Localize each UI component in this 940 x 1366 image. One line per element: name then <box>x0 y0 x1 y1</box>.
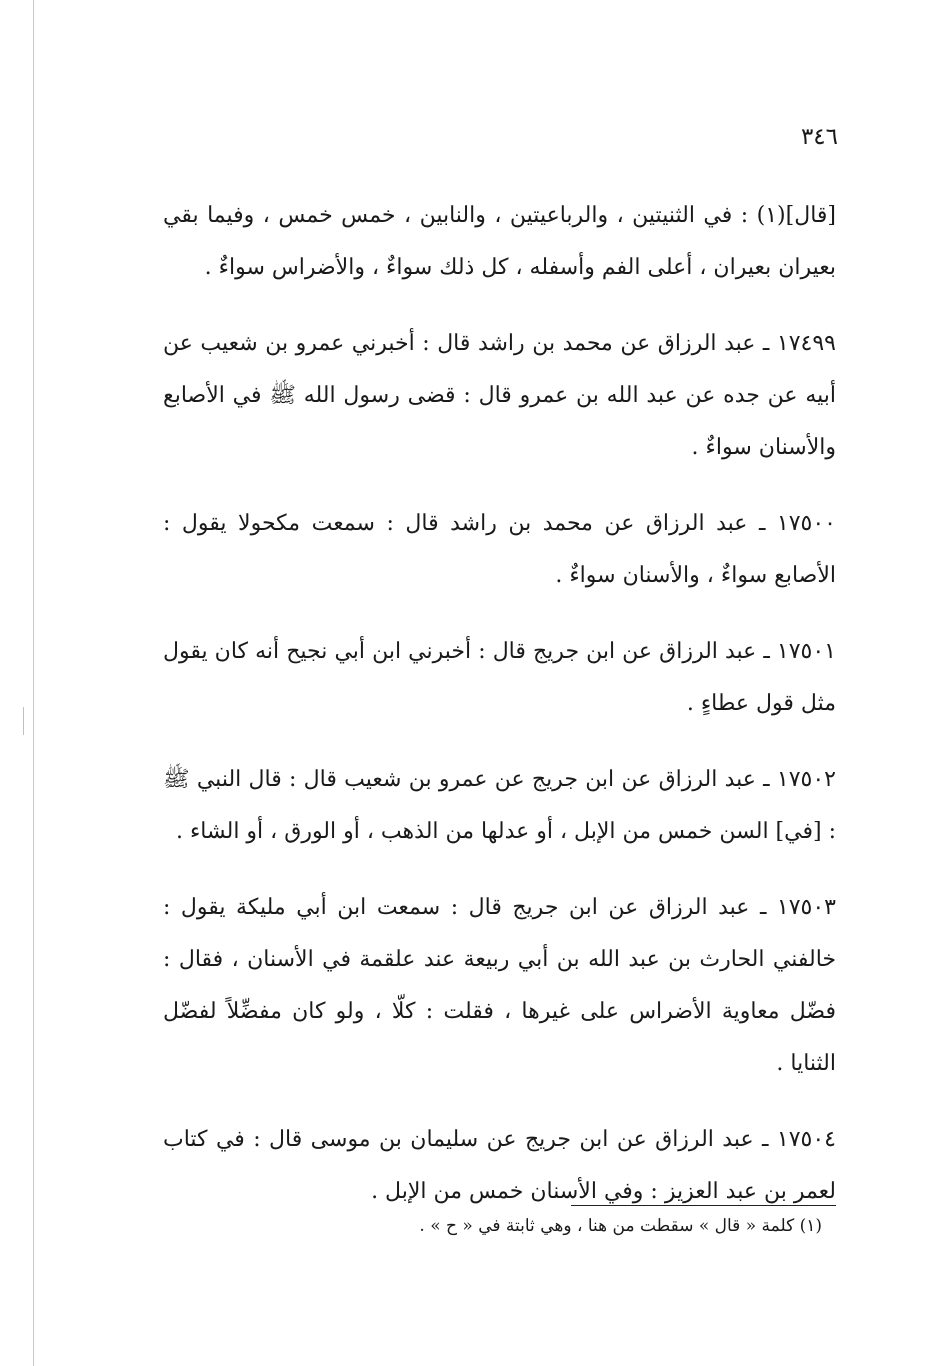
hadith-17500: ١٧٥٠٠ ـ عبد الرزاق عن محمد بن راشد قال : سمعت مكحولا يقول : الأصابع سواءٌ ، والأسنان سواءٌ . <box>163 511 836 588</box>
hadith-17499: ١٧٤٩٩ ـ عبد الرزاق عن محمد بن راشد قال : أخبرني عمرو بن شعيب عن أبيه عن جده عن عبد الله بن عمرو قال : قضى رسول الله ﷺ في الأصابع والأسنان سواءٌ . <box>163 331 836 460</box>
main-text <box>163 190 836 1242</box>
hadith-17501: ١٧٥٠١ ـ عبد الرزاق عن ابن جريج قال : أخبرني ابن أبي نجيح أنه كان يقول مثل قول عطاءٍ . <box>163 639 836 716</box>
page-edge-line <box>33 0 34 1366</box>
margin-mark <box>23 707 24 735</box>
hadith-17503: ١٧٥٠٣ ـ عبد الرزاق عن ابن جريج قال : سمعت ابن أبي مليكة يقول : خالفني الحارث بن عبد الله بن أبي ربيعة عند علقمة في الأسنان ، فقال : فضّل معاوية الأضراس على غيرها ، فقلت : كلّا ، ولو كان مفضِّلاً لفضّل الثنايا . <box>163 895 836 1076</box>
paragraph-intro: [قال](١) : في الثنيتين ، والرباعيتين ، والنابين ، خمس خمس ، وفيما بقي بعيران بعيران ، أعلى الفم وأسفله ، كل ذلك سواءٌ ، والأضراس سواءٌ . <box>163 203 836 280</box>
page-number: ٣٤٦ <box>800 124 838 150</box>
footnote: (١) كلمة « قال » سقطت من هنا ، وهي ثابتة في « ح » . <box>419 1216 822 1236</box>
hadith-17502: ١٧٥٠٢ ـ عبد الرزاق عن ابن جريج عن عمرو بن شعيب قال : قال النبي ﷺ : [في] السن خمس من الإبل ، أو عدلها من الذهب ، أو الورق ، أو الشاء . <box>163 767 836 844</box>
footnote-separator <box>571 1205 836 1206</box>
hadith-17504: ١٧٥٠٤ ـ عبد الرزاق عن ابن جريج عن سليمان بن موسى قال : في كتاب لعمر بن عبد العزيز : وفي الأسنان خمس من الإبل . <box>163 1127 836 1204</box>
